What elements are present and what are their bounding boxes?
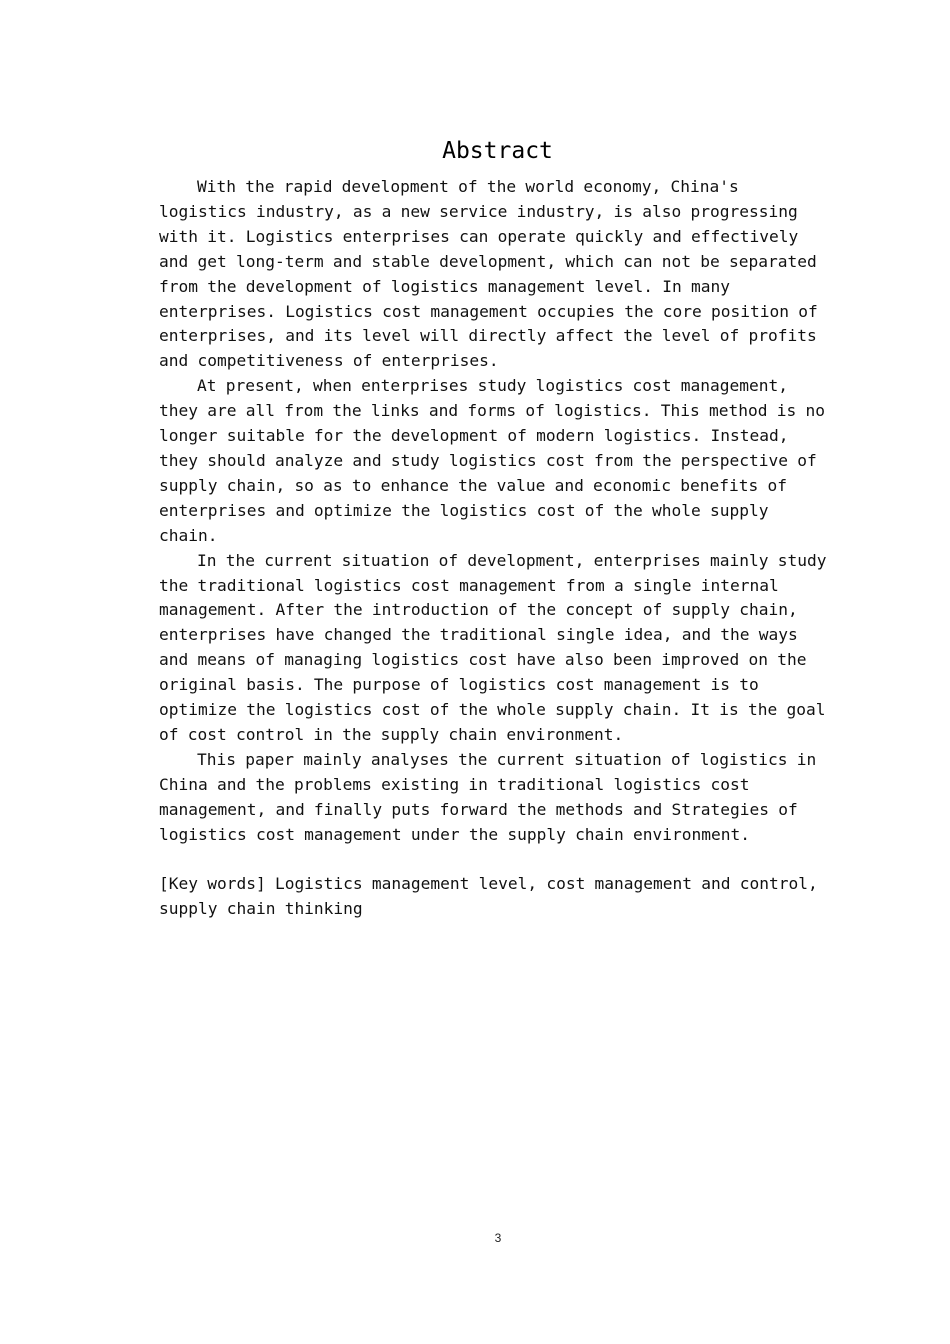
keywords-line: [Key words] Logistics management level, cost management and control, supply chain thinking — [159, 874, 818, 918]
abstract-paragraph-4: This paper mainly analyses the current situation of logistics in China and the problems existing in traditional logistics cost management, and finally puts forward the methods and Strategies of logistics cost management under the supply chain environment. — [159, 749, 817, 844]
abstract-paragraph-2: At present, when enterprises study logistics cost management, they are all from the links and forms of logistics. This method is no longer suitable for the development of modern logistics. Instead, they should analyze and study logistics cost from the perspective of supply chain, so as to enhance the value and economic benefits of enterprises and optimize the logistics cost of the whole supply chain. — [159, 376, 825, 545]
abstract-paragraph-3: In the current situation of development, enterprises mainly study the traditional logistics cost management from a single internal management. After the introduction of the concept of supply chain, enterprises have changed the traditional single idea, and the ways and means of managing logistics cost have also been improved on the original basis. The purpose of logistics cost management is to optimize the logistics cost of the whole supply chain. It is the goal of cost control in the supply chain environment. — [159, 550, 827, 744]
page-number: 3 — [494, 1231, 502, 1245]
abstract-paragraph-1: With the rapid development of the world economy, China's logistics industry, as a new service industry, is also progressing with it. Logistics enterprises can operate quickly and effectively and get long-term and stable development, which can not be separated from the development of logistics management level. In many enterprises. Logistics cost management occupies the core position of enterprises, and its level will directly affect the level of profits and competitiveness of enterprises. — [159, 177, 818, 371]
abstract-title: Abstract — [442, 138, 553, 164]
abstract-body — [159, 175, 835, 847]
